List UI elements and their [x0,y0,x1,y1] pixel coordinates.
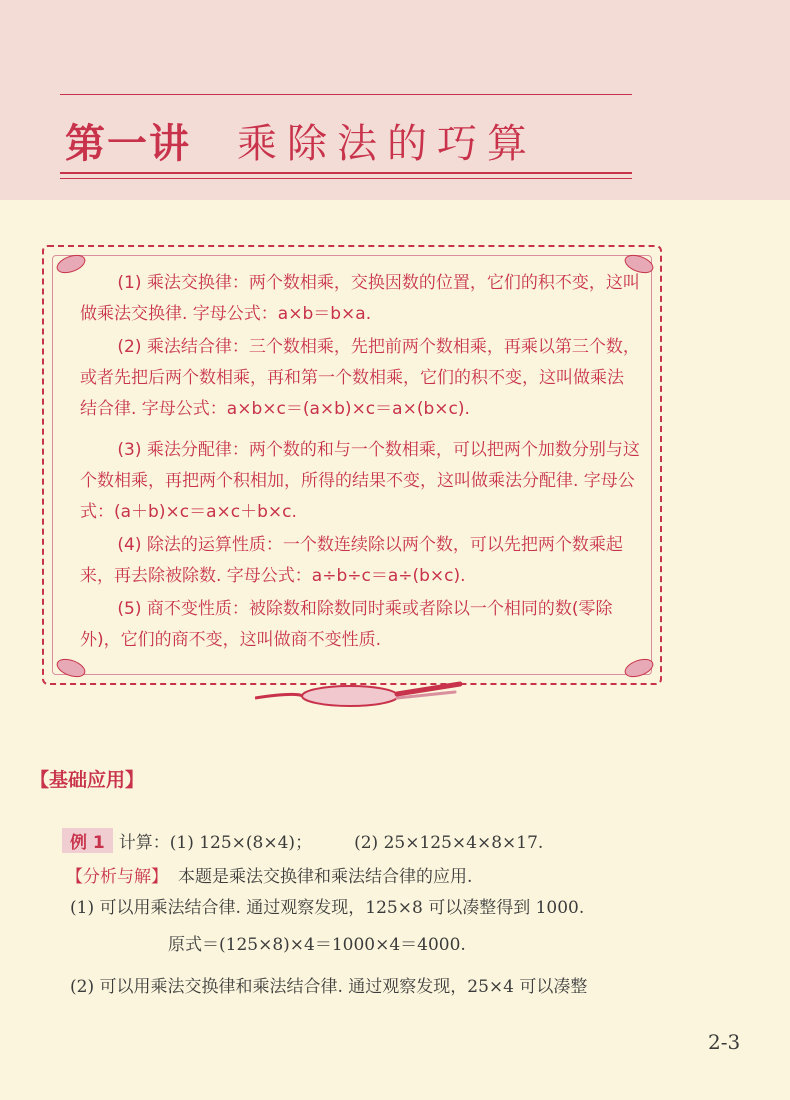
rule-commutative: (1) 乘法交换律：两个数相乘，交换因数的位置，它们的积不变，这叫做乘法交换律. 字母公式：a×b＝b×a. [80,273,640,324]
analysis-intro: 本题是乘法交换律和乘法结合律的应用. [178,867,473,887]
analysis-line-3: (2) 可以用乘法交换律和乘法结合律. 通过观察发现，25×4 可以凑整 [70,977,588,997]
rules-text [80,268,640,656]
title-lecture-number: 第一讲 [65,121,191,167]
title-topic: 乘除法的巧算 [237,121,537,167]
example-question-2: (2) 25×125×4×8×17. [354,833,544,853]
page-number: 2-3 [708,1030,741,1054]
analysis-label: 【分析与解】 [66,867,168,887]
title-rule [60,172,632,174]
rule-associative: (2) 乘法结合律：三个数相乘，先把前两个数相乘，再乘以第三个数，或者先把后两个数相乘，再和第一个数相乘，它们的积不变，这叫做乘法结合律. 字母公式：a×b×c＝(a×b)×c＝a×(b×c). [80,337,640,419]
rule-quotient: (5) 商不变性质：被除数和除数同时乘或者除以一个相同的数(零除外)，它们的商不变，这叫做商不变性质. [80,599,613,650]
analysis-intro-line [66,862,472,887]
rule-division: (4) 除法的运算性质：一个数连续除以两个数，可以先把两个数乘起来，再去除被除数. 字母公式：a÷b÷c＝a÷(b×c). [80,535,623,586]
example-badge: 例 1 [62,828,113,853]
example-prompt: 计算： [118,833,170,853]
title-rule-thin [60,178,632,179]
rule-distributive: (3) 乘法分配律：两个数的和与一个数相乘，可以把两个加数分别与这个数相乘，再把两个积相加，所得的结果不变，这叫做乘法分配律. 字母公式：(a＋b)×c＝a×c＋b×c. [80,440,640,522]
analysis-equation: 原式＝(125×8)×4＝1000×4＝4000. [168,935,466,955]
example-line [62,828,543,853]
title-top-rule [60,94,632,95]
spoon-decoration-icon [255,678,465,714]
section-heading: 【基础应用】 [30,769,145,791]
header-band [0,0,790,200]
page-title [65,112,537,169]
example-question-1: (1) 125×(8×4)； [169,833,313,853]
analysis-line-1: (1) 可以用乘法结合律. 通过观察发现，125×8 可以凑整得到 1000. [70,898,585,918]
